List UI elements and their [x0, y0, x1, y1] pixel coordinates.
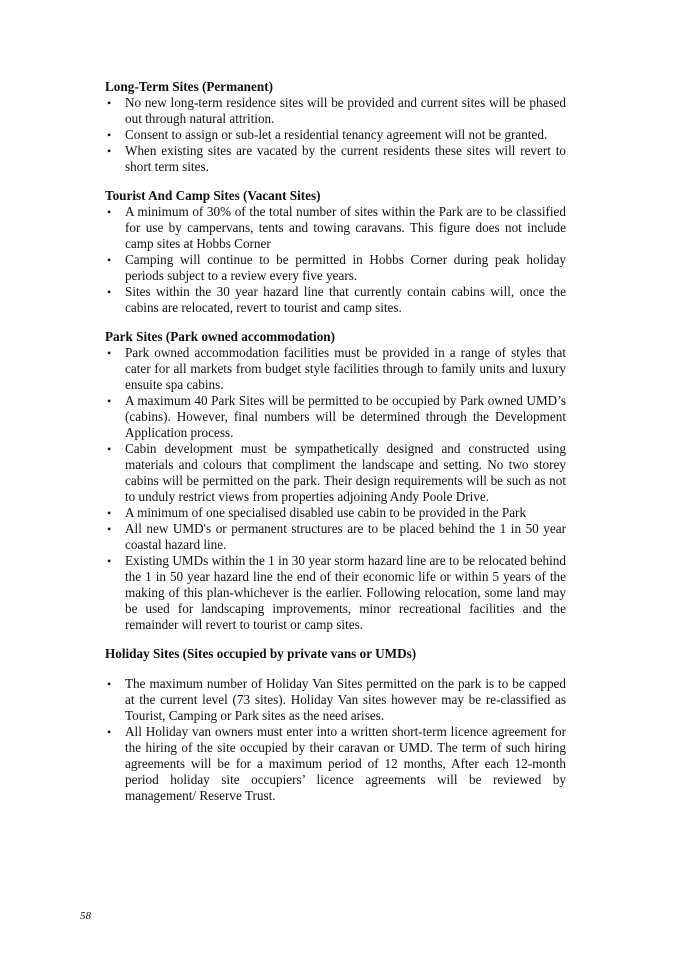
list-item: • All new UMD's or permanent structures are to be placed behind the 1 in 50 year coastal hazard line.: [107, 521, 566, 552]
list-item: • Existing UMDs within the 1 in 30 year storm hazard line are to be relocated behind the 1 in 50 year hazard line the end of their economic life or within 5 years of the making of this plan-whichever is the earlier. Following relocation, some land may be used for landscaping improvements, minor recreational facilities and the remainder will revert to tourist or camp sites.: [107, 553, 566, 632]
bullet-icon: •: [107, 677, 112, 691]
list-item: • The maximum number of Holiday Van Sites permitted on the park is to be capped at the current level (73 sites). Holiday Van sites however may be re-classified as Tourist, Camping or Park sites as the need arises.: [107, 676, 566, 723]
bullet-icon: •: [107, 725, 112, 739]
section-tourist-camp-sites: [105, 188, 566, 316]
list-item: • Park owned accommodation facilities must be provided in a range of styles that cater for all markets from budget style facilities through to family units and luxury ensuite spa cabins.: [107, 345, 566, 392]
bullet-icon: •: [107, 522, 112, 536]
list-item: • A minimum of one specialised disabled use cabin to be provided in the Park: [107, 505, 527, 520]
list-item: • A minimum of 30% of the total number of sites within the Park are to be classified for use by campervans, tents and towing caravans. This figure does not include camp sites at Hobbs Corner: [107, 204, 566, 251]
section-heading: Long-Term Sites (Permanent): [105, 79, 273, 94]
bullet-icon: •: [107, 506, 112, 520]
list-item: • Cabin development must be sympathetically designed and constructed using materials and colours that compliment the landscape and setting. No two storey cabins will be permitted on the park. Their design requirements will be such as not to unduly restrict views from properties adjoining Andy Poole Drive.: [107, 441, 566, 504]
bullet-list: [105, 95, 566, 175]
section-park-sites: [105, 329, 566, 633]
bullet-icon: •: [107, 394, 112, 408]
list-item: • No new long-term residence sites will be provided and current sites will be phased out through natural attrition.: [107, 95, 566, 126]
bullet-icon: •: [107, 346, 112, 360]
bullet-list: [105, 345, 566, 633]
section-holiday-sites: [105, 646, 566, 804]
bullet-list: [105, 204, 566, 316]
list-item: • Camping will continue to be permitted in Hobbs Corner during peak holiday periods subject to a review every five years.: [107, 252, 566, 283]
section-long-term-sites: [105, 79, 566, 175]
bullet-icon: •: [107, 442, 112, 456]
bullet-list: [105, 676, 566, 804]
bullet-icon: •: [107, 96, 112, 110]
list-item: • Consent to assign or sub-let a residential tenancy agreement will not be granted.: [107, 127, 548, 142]
document-body: [105, 79, 566, 817]
bullet-icon: •: [107, 128, 112, 142]
list-item: • All Holiday van owners must enter into a written short-term licence agreement for the hiring of the site occupied by their caravan or UMD. The term of such hiring agreements will be for a maximum period of 12 months, After each 12-month period holiday site occupiers’ licence agreements will be reviewed by management/ Reserve Trust.: [107, 724, 566, 803]
bullet-icon: •: [107, 253, 112, 267]
bullet-icon: •: [107, 285, 112, 299]
bullet-icon: •: [107, 144, 112, 158]
page-number: 58: [80, 910, 91, 922]
list-item: • When existing sites are vacated by the current residents these sites will revert to short term sites.: [107, 143, 566, 174]
bullet-icon: •: [107, 205, 112, 219]
list-item: • Sites within the 30 year hazard line that currently contain cabins will, once the cabins are relocated, revert to tourist and camp sites.: [107, 284, 566, 315]
spacer: [105, 662, 566, 676]
section-heading: Park Sites (Park owned accommodation): [105, 329, 336, 344]
bullet-icon: •: [107, 554, 112, 568]
section-heading: Tourist And Camp Sites (Vacant Sites): [105, 188, 321, 203]
section-heading: Holiday Sites (Sites occupied by private vans or UMDs): [105, 646, 417, 661]
list-item: • A maximum 40 Park Sites will be permitted to be occupied by Park owned UMD’s (cabins). However, final numbers will be determined through the Development Application process.: [107, 393, 566, 440]
